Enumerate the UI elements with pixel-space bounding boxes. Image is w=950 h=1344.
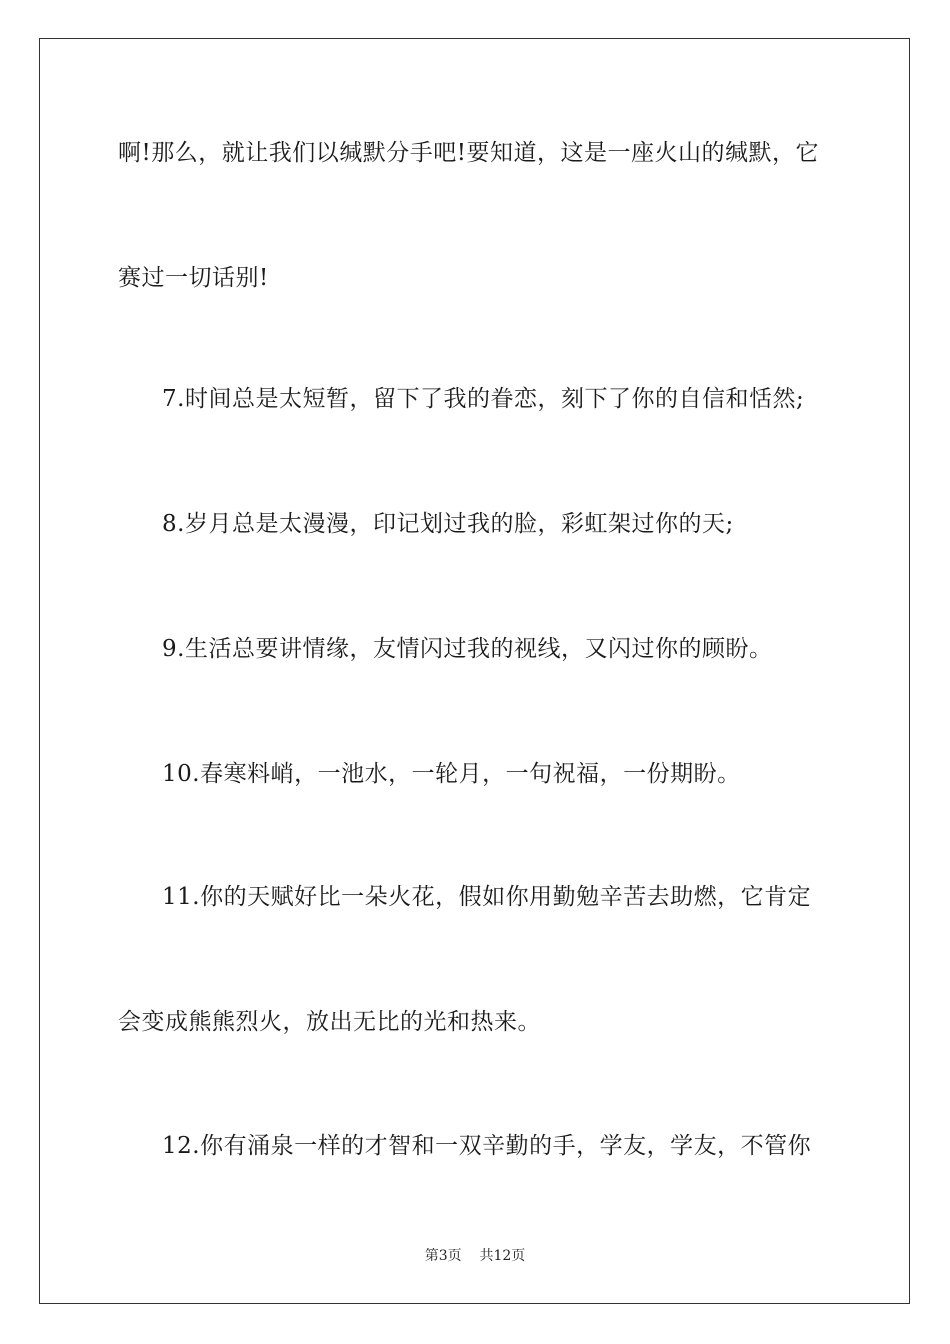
text-line-3: 7.时间总是太短暂，留下了我的眷恋，刻下了你的自信和恬然; <box>162 386 805 412</box>
page-number: 第3页 <box>424 1248 462 1264</box>
text-line-5: 9.生活总要讲情缘，友情闪过我的视线，又闪过你的顾盼。 <box>162 636 773 662</box>
page-footer <box>0 1247 950 1265</box>
page-border <box>39 38 910 1304</box>
text-line-9: 12.你有涌泉一样的才智和一双辛勤的手，学友，学友，不管你 <box>162 1133 812 1159</box>
page-total: 共12页 <box>479 1248 526 1264</box>
text-line-1: 啊!那么，就让我们以缄默分手吧!要知道，这是一座火山的缄默，它 <box>118 140 819 166</box>
text-line-4: 8.岁月总是太漫漫，印记划过我的脸，彩虹架过你的天; <box>162 511 734 537</box>
text-line-7: 11.你的天赋好比一朵火花，假如你用勤勉辛苦去助燃，它肯定 <box>162 884 812 910</box>
text-line-2: 赛过一切话别! <box>118 265 269 291</box>
text-line-8: 会变成熊熊烈火，放出无比的光和热来。 <box>118 1009 541 1035</box>
text-line-6: 10.春寒料峭，一池水，一轮月，一句祝福，一份期盼。 <box>162 761 741 787</box>
